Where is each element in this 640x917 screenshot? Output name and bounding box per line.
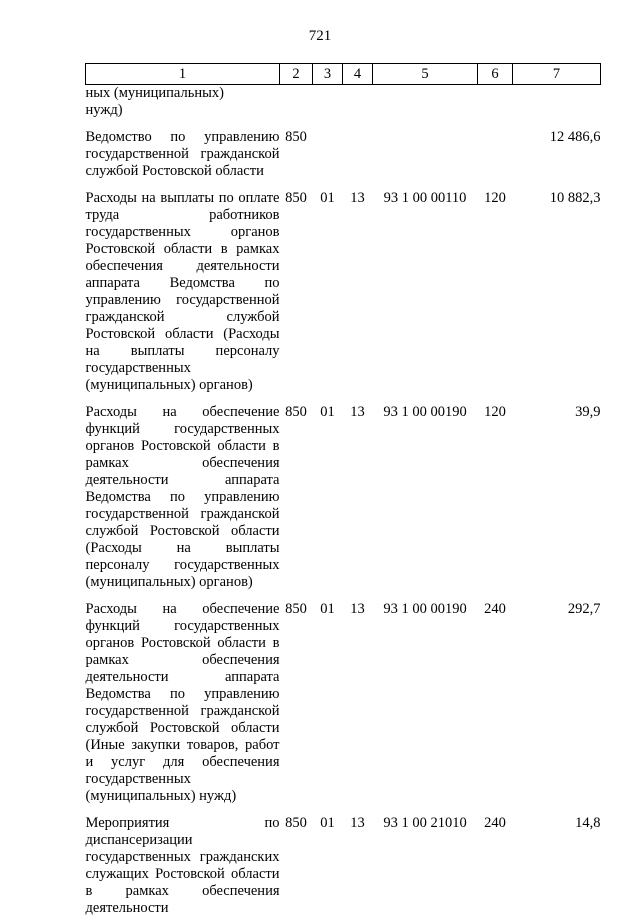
row-amount: 39,9 [575, 404, 601, 420]
table-header-row [86, 64, 601, 85]
budget-table [85, 63, 601, 917]
row-target-article: 93 1 00 00190 [383, 601, 467, 617]
table-row [86, 591, 601, 805]
row-subsection: 13 [350, 404, 365, 420]
row-expense-type: 120 [484, 404, 506, 420]
row-amount: 292,7 [567, 601, 601, 617]
row-description: ных (муниципальных) нужд) [85, 85, 224, 118]
table-row [86, 805, 601, 917]
row-description: Расходы на обеспечение функций государственных органов Ростовской области в рамках обеспечения деятельности аппарата Ведомства по управлению государственной гражданской службой Ростовской области (Иные закупки товаров, работ и услуг для обеспечения государственных (муниципальных) нужд) [85, 601, 280, 804]
row-code: 850 [285, 815, 307, 831]
table-row [86, 119, 601, 180]
page-number: 721 [308, 28, 332, 44]
row-amount: 10 882,3 [549, 190, 601, 206]
row-expense-type [478, 85, 513, 120]
row-target-article: 93 1 00 00110 [383, 190, 467, 206]
table-row [86, 394, 601, 591]
column-header-7: 7 [513, 64, 601, 85]
row-target-article [373, 85, 478, 120]
row-code: 850 [285, 190, 307, 206]
row-code: 850 [285, 129, 307, 145]
column-header-5: 5 [373, 64, 478, 85]
row-description: Ведомство по управлению государственной гражданской службой Ростовской области [85, 129, 280, 179]
row-expense-type: 120 [484, 190, 506, 206]
row-section [313, 119, 343, 180]
row-amount: 12 486,6 [549, 129, 601, 145]
column-header-3: 3 [313, 64, 343, 85]
row-amount [513, 85, 601, 120]
row-description: Мероприятия по диспансеризации государственных гражданских служащих Ростовской области в рамках обеспечения деятельности [85, 815, 280, 916]
row-subsection: 13 [350, 601, 365, 617]
column-header-6: 6 [478, 64, 513, 85]
table-row [86, 180, 601, 394]
row-code: 850 [285, 404, 307, 420]
row-amount: 14,8 [575, 815, 601, 831]
row-code: 850 [285, 601, 307, 617]
row-target-article: 93 1 00 00190 [383, 404, 467, 420]
row-target-article [373, 119, 478, 180]
column-header-1: 1 [86, 64, 280, 85]
row-section: 01 [320, 815, 335, 831]
row-expense-type [478, 119, 513, 180]
row-section: 01 [320, 404, 335, 420]
column-header-2: 2 [280, 64, 313, 85]
row-description: Расходы на выплаты по оплате труда работников государственных органов Ростовской области в рамках обеспечения деятельности аппарата Ведомства по управлению государственной гражданской службой Ростовской области (Расходы на выплаты персоналу государственных (муниципальных) органов) [85, 190, 280, 393]
row-target-article: 93 1 00 21010 [383, 815, 467, 831]
row-subsection: 13 [350, 190, 365, 206]
row-subsection [343, 85, 373, 120]
row-section: 01 [320, 601, 335, 617]
row-subsection: 13 [350, 815, 365, 831]
row-subsection [343, 119, 373, 180]
row-expense-type: 240 [484, 601, 506, 617]
row-section: 01 [320, 190, 335, 206]
column-header-4: 4 [343, 64, 373, 85]
row-section [313, 85, 343, 120]
table-row [86, 85, 601, 120]
row-code [280, 85, 313, 120]
row-description: Расходы на обеспечение функций государственных органов Ростовской области в рамках обеспечения деятельности аппарата Ведомства по управлению государственной гражданской службой Ростовской области (Расходы на выплаты персоналу государственных (муниципальных) органов) [85, 404, 280, 590]
row-expense-type: 240 [484, 815, 506, 831]
